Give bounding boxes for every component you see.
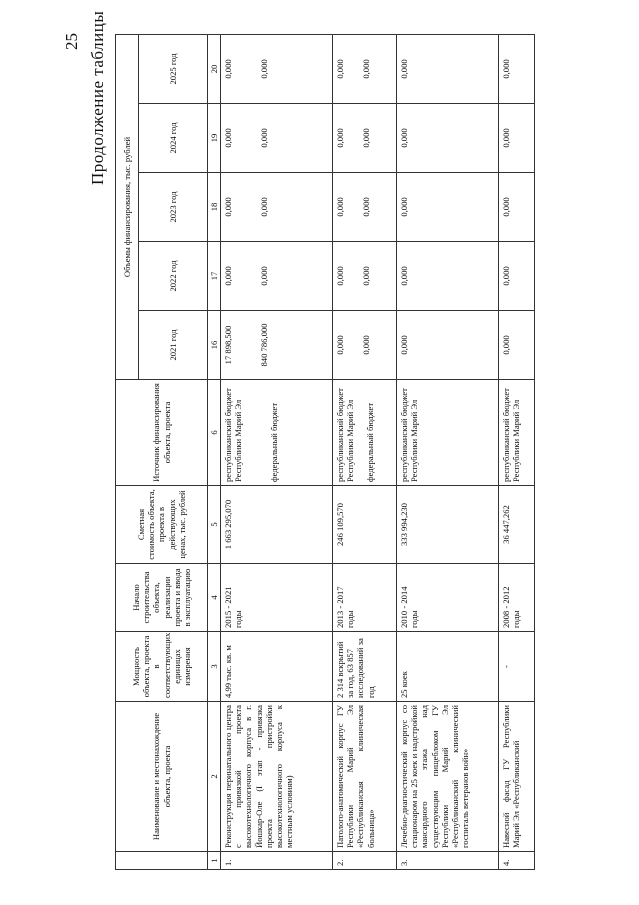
- table-row: [221, 34, 333, 869]
- funding-value: 0,000: [335, 335, 346, 355]
- col-header-year-2023: 2023 год: [139, 173, 208, 242]
- object-capacity: -: [499, 632, 535, 702]
- col-header-year-2022: 2022 год: [139, 242, 208, 311]
- funding-source-name: республиканский бюджет Республики Марий Эл: [335, 388, 356, 482]
- column-number: 16: [208, 311, 221, 380]
- col-header-year-2024: 2024 год: [139, 104, 208, 173]
- funding-value: 0,000: [335, 128, 346, 148]
- funding-value: 0,000: [223, 197, 234, 217]
- object-cost: 1 663 295,070: [221, 486, 333, 564]
- funding-value: 0,000: [361, 197, 372, 217]
- column-number: 3: [208, 632, 221, 702]
- table-row: [397, 34, 499, 869]
- object-cost: 333 994,230: [397, 486, 499, 564]
- funding-value: 0,000: [259, 266, 270, 286]
- table-row: [333, 34, 397, 869]
- object-name: Лечебно-диагностический корпус со стационаром на 25 коек и надстройкой мансардного этажа над существующим пищеблоком ГУ Республики Марий Эл «Республиканский клинический госпиталь ветеранов войн»: [397, 702, 499, 852]
- column-number: 1: [208, 852, 221, 870]
- funding-value: 0,000: [259, 128, 270, 148]
- funding-value: 0,000: [259, 197, 270, 217]
- object-capacity: 4,99 тыс. кв. м: [221, 632, 333, 702]
- column-number: 4: [208, 564, 221, 632]
- column-number-row: [208, 34, 221, 869]
- col-header-source: Источник финансирования объекта, проекта: [116, 380, 208, 486]
- funding-value: 0,000: [397, 242, 499, 311]
- row-number: 3.: [397, 852, 499, 870]
- col-header-funding-group: Объемы финансирования, тыс. рублей: [116, 34, 139, 379]
- column-number: 17: [208, 242, 221, 311]
- funding-value: 0,000: [397, 104, 499, 173]
- column-number: 20: [208, 34, 221, 103]
- funding-value: 0,000: [361, 335, 372, 355]
- funding-2023: [333, 173, 397, 242]
- funding-value: 0,000: [397, 34, 499, 103]
- object-period: 2013 - 2017 годы: [333, 564, 397, 632]
- table-row: [499, 34, 535, 869]
- funding-value: 0,000: [361, 128, 372, 148]
- funding-2025: [333, 34, 397, 103]
- funding-source-name: республиканский бюджет Республики Марий Эл: [223, 388, 244, 482]
- column-number: 6: [208, 380, 221, 486]
- funding-sources: [333, 380, 397, 486]
- column-number: 5: [208, 486, 221, 564]
- funding-2024: [333, 104, 397, 173]
- row-number: 2.: [333, 852, 397, 870]
- funding-2022: [333, 242, 397, 311]
- funding-source-name: республиканский бюджет Республики Марий Эл: [499, 380, 535, 486]
- funding-value: 0,000: [259, 59, 270, 79]
- funding-2021: [221, 311, 333, 380]
- funding-source-name: федеральный бюджет: [269, 402, 280, 482]
- funding-value: 0,000: [223, 266, 234, 286]
- funding-2024: [221, 104, 333, 173]
- funding-value: 17 898,500: [223, 325, 234, 365]
- funding-value: 0,000: [397, 173, 499, 242]
- funding-sources: [221, 380, 333, 486]
- funding-value: 840 786,000: [259, 323, 270, 367]
- object-period: 2008 - 2012 годы: [499, 564, 535, 632]
- header-row-top: [116, 34, 139, 869]
- object-name: Реконструкция перинатального центра с привязкой проекта высокотехнологичного корпуса в г. Йошкар-Оле (I этап - привязка проекта пристройки высокотехнологичного корпуса к местным условиям): [221, 702, 333, 852]
- funding-value: 0,000: [335, 197, 346, 217]
- funding-value: 0,000: [335, 266, 346, 286]
- funding-value: 0,000: [499, 104, 535, 173]
- column-number: 2: [208, 702, 221, 852]
- col-header-name: Наименование и местонахождение объекта, проекта: [116, 702, 208, 852]
- financing-table: [115, 34, 535, 870]
- col-header-period: Начало строительства объекта, реализации проекта и ввода в эксплуатацию: [116, 564, 208, 632]
- col-header-cost: Сметная стоимость объекта, проекта в действующих ценах, тыс. рублей: [116, 486, 208, 564]
- object-name: Навесной фасад ГУ Республики Марий Эл «Республиканский: [499, 702, 535, 852]
- funding-value: 0,000: [499, 34, 535, 103]
- object-period: 2015 - 2021 годы: [221, 564, 333, 632]
- funding-2022: [221, 242, 333, 311]
- funding-value: 0,000: [499, 173, 535, 242]
- object-cost: 246 109,570: [333, 486, 397, 564]
- col-header-year-2021: 2021 год: [139, 311, 208, 380]
- funding-source-name: федеральный бюджет: [365, 402, 376, 482]
- col-header-year-2025: 2025 год: [139, 34, 208, 103]
- funding-2025: [221, 34, 333, 103]
- funding-value: 0,000: [223, 128, 234, 148]
- funding-value: 0,000: [335, 59, 346, 79]
- col-header-capacity: Мощность объекта, проекта в соответствующих единицах измерения: [116, 632, 208, 702]
- funding-2023: [221, 173, 333, 242]
- continuation-title: Продолжение таблицы: [88, 10, 107, 185]
- object-period: 2010 - 2014 годы: [397, 564, 499, 632]
- page-number: 25: [62, 33, 81, 50]
- object-capacity: 25 коек: [397, 632, 499, 702]
- object-name: Патолого-анатомический корпус ГУ Республики Марий Эл «Республиканская клиническая больница»: [333, 702, 397, 852]
- funding-2021: [333, 311, 397, 380]
- funding-value: 0,000: [499, 242, 535, 311]
- funding-value: 0,000: [223, 59, 234, 79]
- col-header-no: [116, 852, 208, 870]
- column-number: 19: [208, 104, 221, 173]
- column-number: 18: [208, 173, 221, 242]
- funding-value: 0,000: [499, 311, 535, 380]
- object-cost: 36 447,262: [499, 486, 535, 564]
- funding-source-name: республиканский бюджет Республики Марий Эл: [397, 380, 499, 486]
- funding-value: 0,000: [397, 311, 499, 380]
- row-number: 1.: [221, 852, 333, 870]
- object-capacity: 2 314 вскрытий за год, 63 857 исследований за год: [333, 632, 397, 702]
- funding-value: 0,000: [361, 59, 372, 79]
- row-number: 4.: [499, 852, 535, 870]
- funding-value: 0,000: [361, 266, 372, 286]
